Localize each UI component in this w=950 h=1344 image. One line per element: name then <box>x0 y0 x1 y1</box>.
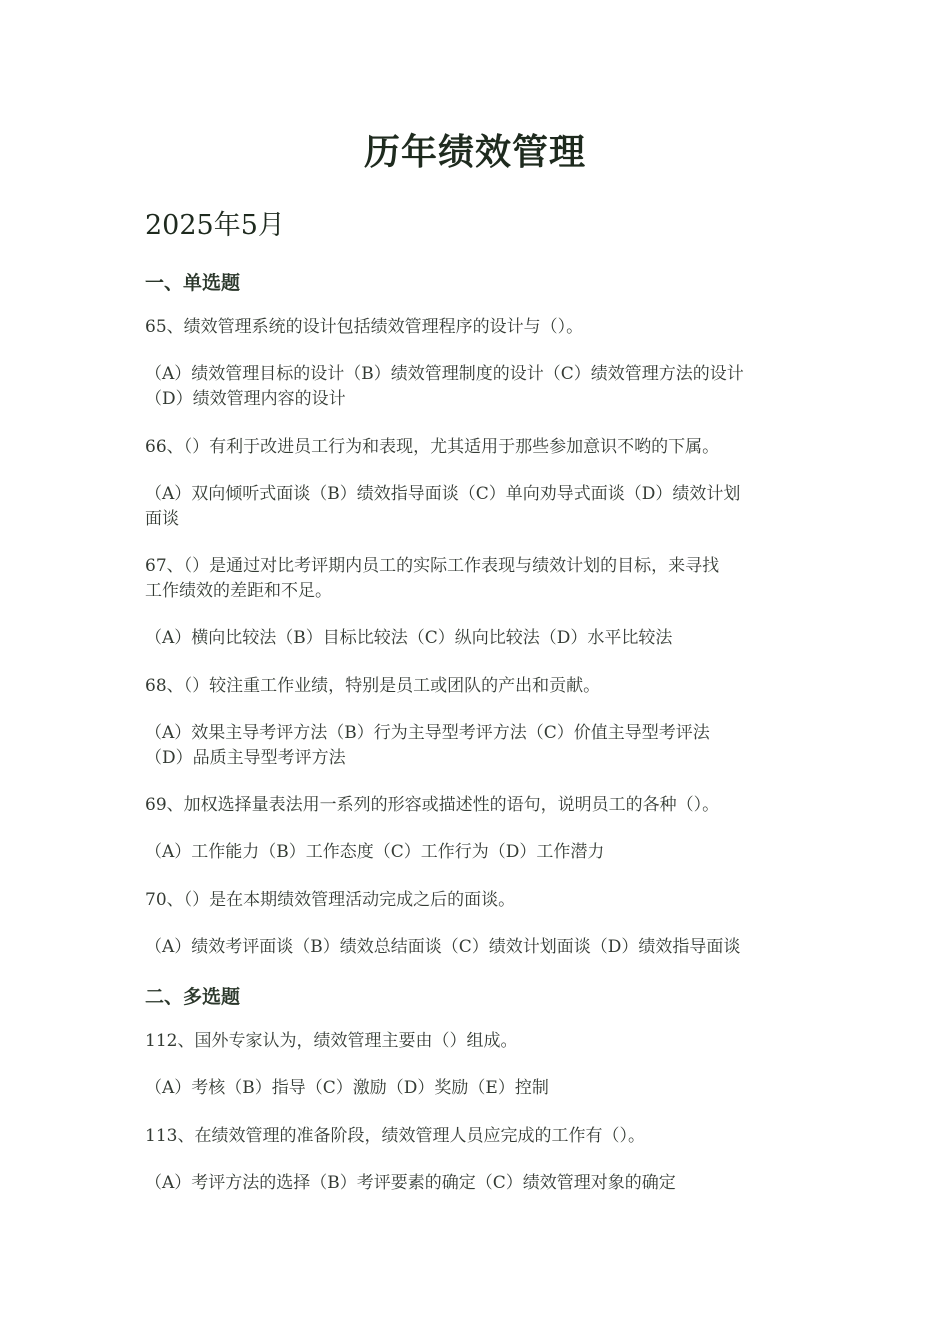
question-69-stem: 69、加权选择量表法用一系列的形容或描述性的语句，说明员工的各种（）。 <box>145 795 720 815</box>
question-68-stem: 68、（）较注重工作业绩，特别是员工或团队的产出和贡献。 <box>145 676 601 696</box>
question-66-options-line1: （A）双向倾听式面谈（B）绩效指导面谈（C）单向劝导式面谈（D）绩效计划 <box>145 484 741 504</box>
document-title: 历年绩效管理 <box>363 131 586 173</box>
question-66-options-line2: 面谈 <box>145 509 179 529</box>
question-68-options-line1: （A）效果主导考评方法（B）行为主导型考评方法（C）价值主导型考评法 <box>145 723 710 743</box>
question-65-stem: 65、绩效管理系统的设计包括绩效管理程序的设计与（）。 <box>145 317 584 337</box>
question-70-options: （A）绩效考评面谈（B）绩效总结面谈（C）绩效计划面谈（D）绩效指导面谈 <box>145 937 741 957</box>
question-70-stem: 70、（）是在本期绩效管理活动完成之后的面谈。 <box>145 890 516 910</box>
section-heading-single-choice: 一、单选题 <box>145 272 241 294</box>
question-67-options: （A）横向比较法（B）目标比较法（C）纵向比较法（D）水平比较法 <box>145 628 673 648</box>
question-69-options: （A）工作能力（B）工作态度（C）工作行为（D）工作潜力 <box>145 842 605 862</box>
question-113-stem: 113、在绩效管理的准备阶段，绩效管理人员应完成的工作有（）。 <box>145 1126 645 1146</box>
question-68-options-line2: （D）品质主导型考评方法 <box>145 748 346 768</box>
section-heading-multiple-choice: 二、多选题 <box>145 986 241 1008</box>
question-112-options: （A）考核（B）指导（C）激励（D）奖励（E）控制 <box>145 1078 549 1098</box>
question-65-options-line1: （A）绩效管理目标的设计（B）绩效管理制度的设计（C）绩效管理方法的设计 <box>145 364 744 384</box>
question-66-stem: 66、（）有利于改进员工行为和表现，尤其适用于那些参加意识不哟的下属。 <box>145 437 720 457</box>
question-67-stem-line2: 工作绩效的差距和不足。 <box>145 581 332 601</box>
question-67-stem-line1: 67、（）是通过对比考评期内员工的实际工作表现与绩效计划的目标，来寻找 <box>145 556 720 576</box>
question-112-stem: 112、国外专家认为，绩效管理主要由（）组成。 <box>145 1031 518 1051</box>
date-heading: 2025年5月 <box>145 210 285 241</box>
question-65-options-line2: （D）绩效管理内容的设计 <box>145 389 346 409</box>
question-113-options: （A）考评方法的选择（B）考评要素的确定（C）绩效管理对象的确定 <box>145 1173 676 1193</box>
